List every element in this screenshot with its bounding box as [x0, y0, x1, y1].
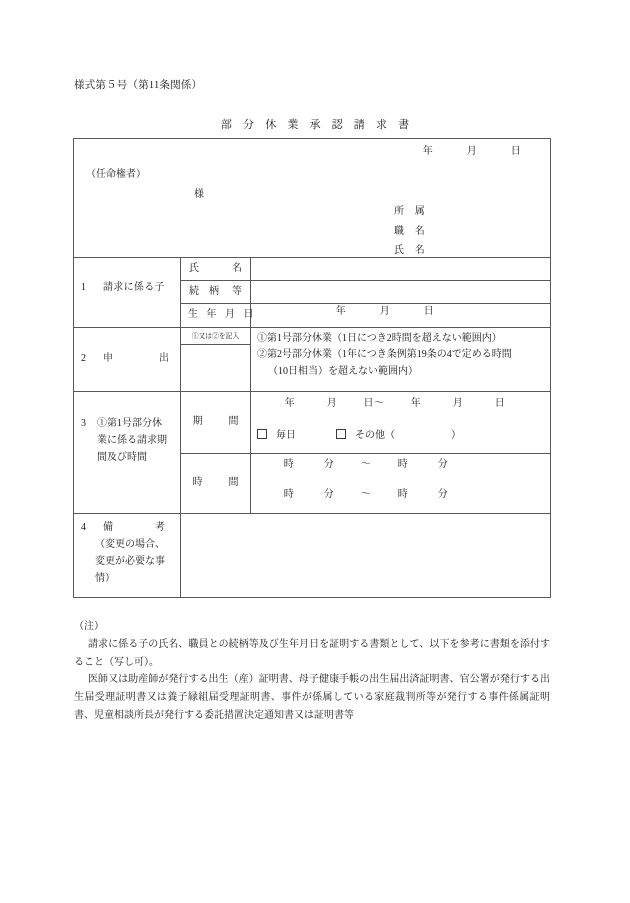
row4-label-line2: （変更の場合、	[95, 538, 165, 550]
time1-hour-to: 時	[397, 458, 409, 470]
child-name-label-cell	[181, 258, 251, 281]
row4-label-cell	[74, 513, 181, 597]
time-label-b: 間	[228, 476, 239, 488]
time2-hour-to: 時	[397, 488, 409, 500]
row3-number: 3	[81, 417, 86, 429]
period-input-cell[interactable]	[251, 391, 551, 453]
row4-label-b: 考	[155, 521, 165, 533]
checkbox-other-label: その他（	[355, 429, 395, 441]
time1-min-to: 分	[437, 458, 449, 470]
child-birthdate-label: 生 年 月 日	[188, 309, 257, 321]
period-label-b: 間	[228, 415, 239, 427]
notes-section	[74, 618, 550, 725]
checkbox-other-close: ）	[451, 429, 461, 441]
table-row-application	[74, 327, 551, 391]
row4-label-line4: 情）	[95, 573, 115, 585]
row1-label: 請求に係る子	[103, 282, 165, 293]
row3-label-line1: ①第1号部分休	[97, 417, 162, 429]
time-input-cell[interactable]	[251, 453, 551, 513]
row4-label-line3: 変更が必要な事	[95, 555, 165, 567]
submission-date-line	[406, 144, 538, 160]
position-label: 職 名	[394, 225, 426, 237]
affiliation-label: 所 属	[394, 206, 426, 217]
time-range-line-1	[269, 457, 463, 473]
row3-label-line3: 間及び時間	[97, 451, 147, 463]
period-label-a: 期	[192, 415, 203, 427]
child-birthdate-label-cell	[181, 304, 257, 327]
time2-hour-from: 時	[283, 488, 295, 500]
time1-min-from: 分	[323, 458, 335, 470]
remarks-input-cell[interactable]	[181, 513, 551, 597]
time2-tilde: ～	[360, 488, 372, 500]
request-form-table	[73, 138, 551, 598]
application-options-cell	[251, 327, 551, 391]
application-option-2[interactable]: ②第2号部分休業（1年につき条例第19条の4で定める時間	[257, 349, 512, 361]
row4-number: 4	[81, 521, 86, 533]
child-name-label-a: 氏	[189, 263, 199, 274]
date-year-label: 年	[422, 146, 434, 157]
application-choice-note: ①又は②を記入	[181, 328, 250, 345]
row4-label-a: 備	[103, 521, 113, 533]
time1-hour-from: 時	[283, 458, 295, 470]
notes-heading: （注）	[74, 621, 104, 632]
table-row-remarks	[74, 513, 551, 597]
checkbox-other[interactable]	[336, 429, 346, 439]
birth-year-label: 年	[335, 306, 347, 318]
table-row-child-name	[74, 258, 551, 281]
period-to-day: 日	[494, 397, 506, 409]
honorific-sama: 様	[194, 189, 204, 200]
child-relation-input-cell[interactable]	[251, 281, 551, 304]
application-option-2-cont: （10日相当）を超えない範囲内）	[268, 366, 418, 378]
applicant-name-label: 氏 名	[394, 245, 426, 256]
row1-label-cell	[74, 258, 181, 328]
appointer-label: （任命権者）	[86, 169, 146, 180]
child-relation-label-b: 等	[232, 286, 242, 298]
child-name-input-cell[interactable]	[251, 258, 551, 281]
row2-label-a: 申	[103, 352, 113, 364]
table-row-header	[74, 139, 551, 258]
addressee-cell	[74, 139, 551, 258]
date-month-label: 月	[466, 146, 478, 157]
application-choice-cell	[181, 327, 251, 391]
birth-day-label: 日	[423, 306, 435, 318]
row2-label-b: 出	[159, 352, 169, 364]
notes-paragraph-1: 請求に係る子の氏名、職員との続柄等及び生年月日を証明する書類として、以下を参考に書類を添付すること（写し可）。	[74, 638, 550, 668]
period-to-year: 年	[410, 397, 422, 409]
row2-number: 2	[81, 352, 86, 364]
checkbox-daily-label: 毎日	[276, 429, 296, 441]
birth-month-label: 月	[379, 306, 391, 318]
row3-label-cell	[74, 391, 181, 513]
row1-number: 1	[81, 282, 87, 293]
checkbox-daily[interactable]	[257, 429, 267, 439]
period-date-line	[269, 396, 521, 412]
period-to-month: 月	[452, 397, 464, 409]
page-title: 部 分 休 業 承 認 請 求 書	[220, 119, 414, 131]
child-name-label-b: 名	[232, 263, 242, 274]
time2-min-to: 分	[437, 488, 449, 500]
form-number: 様式第５号（第11条関係）	[74, 80, 203, 91]
row3-label-line2: 業に係る請求期	[97, 434, 167, 446]
time-label-a: 時	[192, 476, 203, 488]
time-range-line-2	[269, 487, 463, 503]
child-relation-label-cell	[181, 281, 251, 304]
table-row-period	[74, 391, 551, 453]
row2-label-cell	[74, 327, 181, 391]
period-from-year: 年	[284, 397, 296, 409]
time2-min-from: 分	[323, 488, 335, 500]
period-frequency-options	[257, 428, 461, 444]
application-choice-input[interactable]	[181, 345, 250, 389]
notes-paragraph-2: 医師又は助産師が発行する出生（産）証明書、母子健康手帳の出生届出済証明書、官公署が発行する出生届受理証明書又は養子縁組届受理証明書、事件が係属している家庭裁判所等が発行する事件係属証明書、児童相談所長が発行する委託措置決定通知書又は証明書等	[74, 674, 550, 721]
child-relation-label-a: 続 柄	[189, 286, 219, 298]
period-from-month: 月	[326, 397, 338, 409]
date-day-label: 日	[510, 146, 522, 157]
applicant-info-block	[394, 202, 425, 261]
child-birthdate-input-cell[interactable]	[251, 304, 551, 327]
time1-tilde: ～	[360, 458, 372, 470]
application-option-1[interactable]: ①第1号部分休業（1日につき2時間を超えない範囲内）	[257, 332, 502, 344]
period-from-day: 日～	[363, 397, 385, 409]
period-label-cell	[181, 391, 251, 453]
time-label-cell	[181, 453, 251, 513]
